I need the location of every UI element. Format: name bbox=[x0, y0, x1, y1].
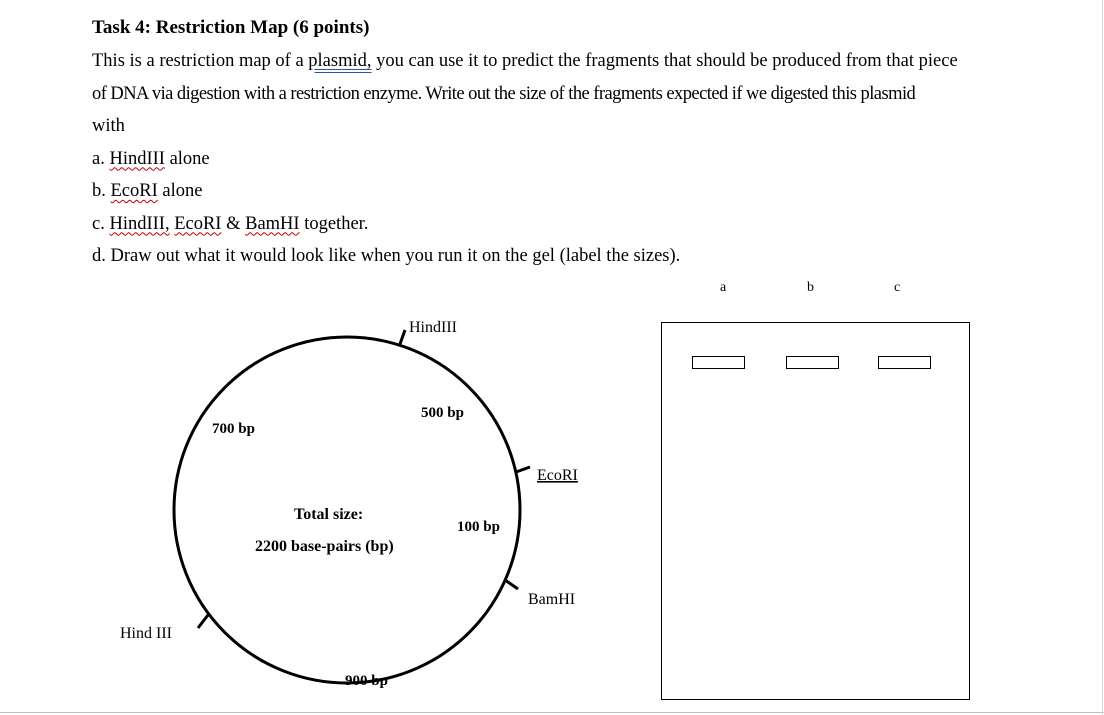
intro-line-1: This is a restriction map of a plasmid, you can use it to predict the fragments that should be produced from that piece bbox=[92, 51, 958, 71]
plasmid-word: plasmid, bbox=[308, 51, 372, 71]
lane-label-b: b bbox=[807, 280, 814, 295]
item-d: d. Draw out what it would look like when you run it on the gel (label the sizes). bbox=[92, 246, 681, 266]
hindiii-left-tick bbox=[198, 615, 208, 628]
site-label-ecori: EcoRI bbox=[537, 467, 578, 484]
fragment-label-500: 500 bp bbox=[421, 405, 464, 421]
ecori-tick bbox=[516, 467, 530, 472]
lane-label-a: a bbox=[720, 280, 727, 295]
gel-box bbox=[661, 322, 970, 700]
intro-line-2: of DNA via digestion with a restriction enzyme. Write out the size of the fragments expected if we digested this plasmid bbox=[92, 83, 916, 104]
item-a: a. HindIII alone bbox=[92, 148, 210, 169]
bamhi-tick bbox=[505, 580, 518, 589]
gel-well-a bbox=[692, 356, 745, 369]
fragment-label-100: 100 bp bbox=[457, 519, 500, 535]
total-size-value: 2200 base-pairs (bp) bbox=[255, 538, 394, 555]
fragment-label-700: 700 bp bbox=[212, 421, 255, 437]
item-b: b. EcoRI alone bbox=[92, 181, 203, 201]
hindiii-top-tick bbox=[400, 330, 405, 344]
item-c: c. HindIII, EcoRI & BamHI together. bbox=[92, 213, 369, 234]
intro-line-3: with bbox=[92, 116, 125, 136]
total-size-label: Total size: bbox=[294, 506, 364, 523]
fragment-label-900: 900 bp bbox=[345, 673, 388, 689]
task-title: Task 4: Restriction Map (6 points) bbox=[92, 17, 370, 38]
gel-well-b bbox=[786, 356, 839, 369]
site-label-hindiii-left: Hind III bbox=[120, 625, 172, 642]
lane-label-c: c bbox=[894, 280, 901, 295]
site-label-hindiii-top: HindIII bbox=[409, 319, 457, 336]
site-label-bamhi: BamHI bbox=[528, 591, 576, 608]
gel-well-c bbox=[878, 356, 931, 369]
